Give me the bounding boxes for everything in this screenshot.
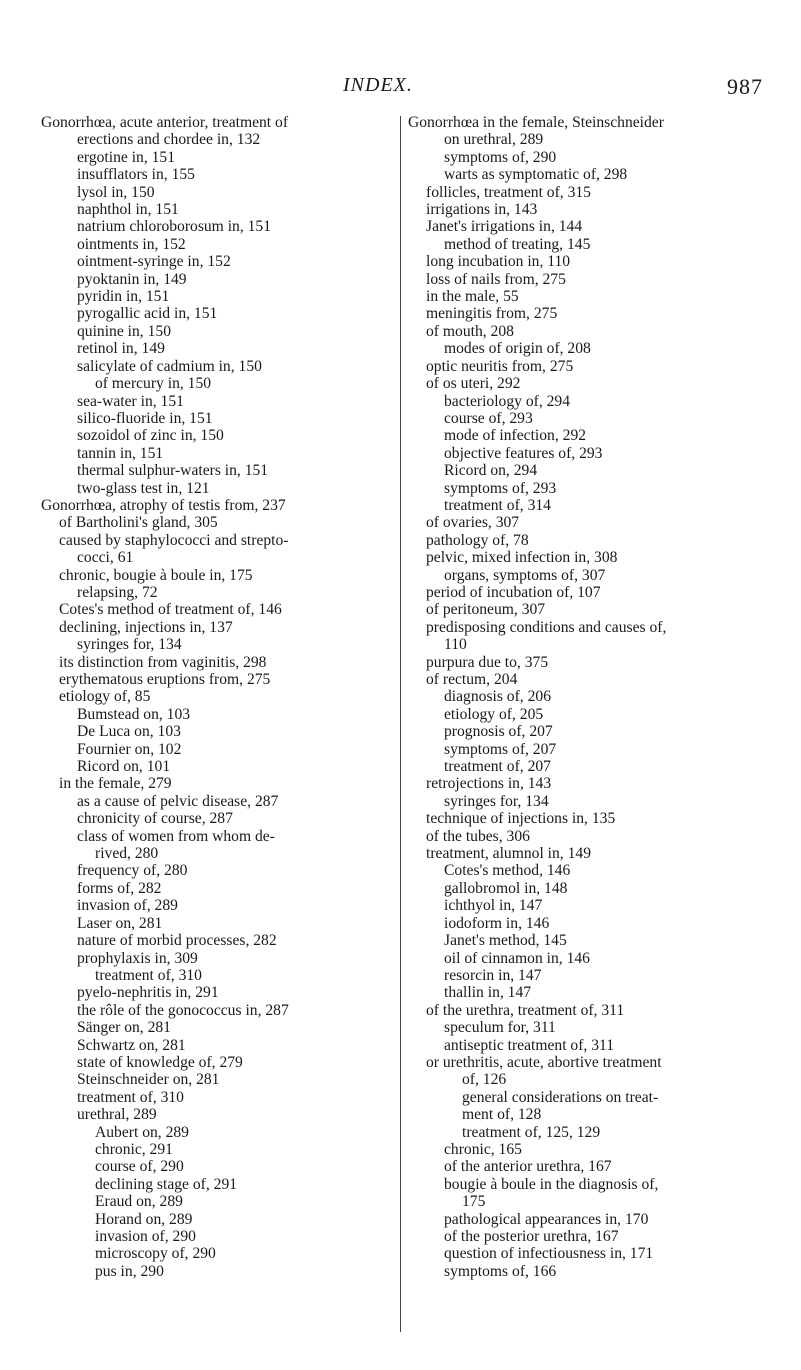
index-entry: modes of origin of, 208 xyxy=(444,340,591,358)
index-entry: Janet's method, 145 xyxy=(444,932,567,950)
index-entry: invasion of, 289 xyxy=(77,897,178,915)
index-entry: 110 xyxy=(444,636,467,654)
index-entry: of the anterior urethra, 167 xyxy=(444,1158,612,1176)
index-entry: etiology of, 85 xyxy=(59,688,151,706)
index-entry: warts as symptomatic of, 298 xyxy=(444,166,628,184)
index-entry: chronic, 291 xyxy=(95,1140,173,1158)
index-entry: follicles, treatment of, 315 xyxy=(426,183,591,201)
index-entry: symptoms of, 207 xyxy=(444,740,557,758)
index-entry: ointment-syringe in, 152 xyxy=(77,253,231,271)
index-entry: Eraud on, 289 xyxy=(95,1193,183,1211)
index-entry: iodoform in, 146 xyxy=(444,914,550,932)
index-entry: thallin in, 147 xyxy=(444,984,532,1002)
index-entry: symptoms of, 290 xyxy=(444,148,557,166)
index-entry: treatment, alumnol in, 149 xyxy=(426,845,591,863)
index-entry: state of knowledge of, 279 xyxy=(77,1053,243,1071)
index-entry: quinine in, 150 xyxy=(77,322,171,340)
index-entry: nature of morbid processes, 282 xyxy=(77,932,277,950)
index-entry: erythematous eruptions from, 275 xyxy=(59,671,271,688)
index-entry: Bumstead on, 103 xyxy=(77,705,191,723)
index-entry: general considerations on treat- xyxy=(462,1088,659,1106)
index-entry: ergotine in, 151 xyxy=(77,148,176,166)
index-entry: tannin in, 151 xyxy=(77,444,164,462)
page-header xyxy=(0,74,801,104)
index-entry: meningitis from, 275 xyxy=(426,305,558,323)
index-entry: naphthol in, 151 xyxy=(77,201,179,219)
index-entry: Ricord on, 294 xyxy=(444,462,538,480)
index-entry: Gonorrhœa, atrophy of testis from, 237 xyxy=(41,496,286,514)
index-entry: mode of infection, 292 xyxy=(444,427,587,445)
index-entry: as a cause of pelvic disease, 287 xyxy=(77,792,279,810)
index-entry: caused by staphylococci and strepto- xyxy=(59,531,289,549)
index-entry: antiseptic treatment of, 311 xyxy=(444,1036,615,1054)
index-entry: Cotes's method of treatment of, 146 xyxy=(59,601,282,619)
index-entry: chronicity of course, 287 xyxy=(77,810,233,828)
index-entry: treatment of, 125, 129 xyxy=(462,1123,601,1141)
index-entry: pathological appearances in, 170 xyxy=(444,1210,649,1228)
index-entry: oil of cinnamon in, 146 xyxy=(444,949,590,967)
index-entry: pyelo-nephritis in, 291 xyxy=(77,984,219,1002)
column-divider xyxy=(400,116,401,1332)
page-number: 987 xyxy=(727,74,763,99)
index-entry: ment of, 128 xyxy=(462,1106,542,1124)
index-entry: thermal sulphur-waters in, 151 xyxy=(77,462,269,480)
index-entry: of os uteri, 292 xyxy=(426,375,521,393)
index-entry: chronic, 165 xyxy=(444,1140,522,1158)
index-entry: sea-water in, 151 xyxy=(77,392,184,410)
index-entry: class of women from whom de- xyxy=(77,827,275,845)
index-entry: Gonorrhœa, acute anterior, treatment of xyxy=(41,114,289,131)
index-entry: of the urethra, treatment of, 311 xyxy=(426,1001,625,1019)
index-entry: rived, 280 xyxy=(95,845,159,863)
index-entry: lysol in, 150 xyxy=(77,183,155,201)
index-entry: Fournier on, 102 xyxy=(77,740,182,758)
index-entry: cocci, 61 xyxy=(77,549,134,567)
index-entry: in the male, 55 xyxy=(426,288,519,306)
index-entry: De Luca on, 103 xyxy=(77,723,181,741)
index-entry: retinol in, 149 xyxy=(77,340,165,358)
index-entry: relapsing, 72 xyxy=(77,583,158,601)
index-entry: question of infectiousness in, 171 xyxy=(444,1245,654,1263)
index-entry: Schwartz on, 281 xyxy=(77,1036,186,1054)
index-entry: symptoms of, 293 xyxy=(444,479,557,497)
index-entry: Laser on, 281 xyxy=(77,914,163,932)
index-entry: erections and chordee in, 132 xyxy=(77,131,261,149)
index-entry: pyridin in, 151 xyxy=(77,288,170,306)
index-entry: of peritoneum, 307 xyxy=(426,601,546,619)
index-entry: treatment of, 314 xyxy=(444,496,551,514)
index-entry: ichthyol in, 147 xyxy=(444,897,543,915)
index-entry: treatment of, 310 xyxy=(95,966,202,984)
index-entry: chronic, bougie à boule in, 175 xyxy=(59,566,253,584)
index-entry: its distinction from vaginitis, 298 xyxy=(59,653,267,671)
index-entry: declining, injections in, 137 xyxy=(59,618,233,636)
index-column-left xyxy=(41,114,387,1280)
index-entry: salicylate of cadmium in, 150 xyxy=(77,357,262,375)
index-entry: forms of, 282 xyxy=(77,879,162,897)
index-entry: predisposing conditions and causes of, xyxy=(426,618,667,636)
index-entry: Janet's irrigations in, 144 xyxy=(426,218,583,236)
index-entry: syringes for, 134 xyxy=(77,636,182,654)
index-entry: silico-fluoride in, 151 xyxy=(77,409,213,427)
index-entry: of the posterior urethra, 167 xyxy=(444,1228,619,1245)
index-entry: frequency of, 280 xyxy=(77,862,188,880)
index-entry: retrojections in, 143 xyxy=(426,775,552,793)
index-entry: objective features of, 293 xyxy=(444,444,603,462)
index-entry: 175 xyxy=(462,1193,486,1211)
index-entry: bacteriology of, 294 xyxy=(444,392,571,410)
index-entry: pathology of, 78 xyxy=(426,531,529,549)
index-entry: method of treating, 145 xyxy=(444,235,591,253)
index-entry: pyoktanin in, 149 xyxy=(77,270,187,288)
index-entry: urethral, 289 xyxy=(77,1106,157,1124)
index-entry: syringes for, 134 xyxy=(444,792,549,810)
index-entry: optic neuritis from, 275 xyxy=(426,357,574,375)
index-entry: Gonorrhœa in the female, Steinschneider xyxy=(408,114,664,131)
index-entry: Aubert on, 289 xyxy=(95,1123,189,1141)
index-entry: Horand on, 289 xyxy=(95,1210,193,1228)
index-entry: treatment of, 207 xyxy=(444,758,551,776)
index-entry: loss of nails from, 275 xyxy=(426,270,566,288)
index-entry: the rôle of the gonococcus in, 287 xyxy=(77,1001,289,1019)
index-entry: in the female, 279 xyxy=(59,775,172,793)
index-entry: sozoidol of zinc in, 150 xyxy=(77,427,224,445)
index-entry: natrium chloroborosum in, 151 xyxy=(77,218,272,236)
index-entry: diagnosis of, 206 xyxy=(444,688,551,706)
index-entry: declining stage of, 291 xyxy=(95,1175,238,1193)
index-entry: course of, 290 xyxy=(95,1158,184,1176)
index-entry: of mouth, 208 xyxy=(426,322,514,340)
index-entry: speculum for, 311 xyxy=(444,1019,556,1037)
index-entry: treatment of, 310 xyxy=(77,1088,184,1106)
index-entry: on urethral, 289 xyxy=(444,131,544,149)
index-entry: ointments in, 152 xyxy=(77,235,186,253)
index-entry: of mercury in, 150 xyxy=(95,375,212,393)
index-entry: etiology of, 205 xyxy=(444,705,544,723)
index-entry: Ricord on, 101 xyxy=(77,758,171,776)
index-entry: course of, 293 xyxy=(444,409,533,427)
index-entry: microscopy of, 290 xyxy=(95,1245,216,1263)
index-entry: of ovaries, 307 xyxy=(426,514,520,532)
index-entry: resorcin in, 147 xyxy=(444,966,542,984)
index-entry: symptoms of, 166 xyxy=(444,1262,557,1280)
index-entry: bougie à boule in the diagnosis of, xyxy=(444,1175,659,1193)
index-entry: Steinschneider on, 281 xyxy=(77,1071,220,1089)
index-entry: period of incubation of, 107 xyxy=(426,583,601,601)
index-entry: organs, symptoms of, 307 xyxy=(444,566,606,584)
index-entry: pyrogallic acid in, 151 xyxy=(77,305,218,323)
index-entry: technique of injections in, 135 xyxy=(426,810,616,828)
index-entry: prognosis of, 207 xyxy=(444,723,553,741)
index-entry: two-glass test in, 121 xyxy=(77,479,210,497)
index-entry: invasion of, 290 xyxy=(95,1228,196,1245)
index-entry: of rectum, 204 xyxy=(426,671,518,688)
index-entry: pus in, 290 xyxy=(95,1262,164,1280)
index-entry: of the tubes, 306 xyxy=(426,827,530,845)
index-entry: Sänger on, 281 xyxy=(77,1019,171,1037)
index-entry: gallobromol in, 148 xyxy=(444,879,568,897)
index-entry: purpura due to, 375 xyxy=(426,653,549,671)
index-entry: or urethritis, acute, abortive treatment xyxy=(426,1053,662,1071)
index-entry: of, 126 xyxy=(462,1071,507,1089)
index-entry: of Bartholini's gland, 305 xyxy=(59,514,218,532)
index-column-right xyxy=(408,114,768,1280)
index-entry: pelvic, mixed infection in, 308 xyxy=(426,549,618,567)
index-entry: insufflators in, 155 xyxy=(77,166,195,184)
index-entry: Cotes's method, 146 xyxy=(444,862,571,880)
index-entry: prophylaxis in, 309 xyxy=(77,949,198,967)
index-entry: long incubation in, 110 xyxy=(426,253,571,271)
index-entry: irrigations in, 143 xyxy=(426,201,538,219)
running-title: INDEX. xyxy=(343,74,413,96)
